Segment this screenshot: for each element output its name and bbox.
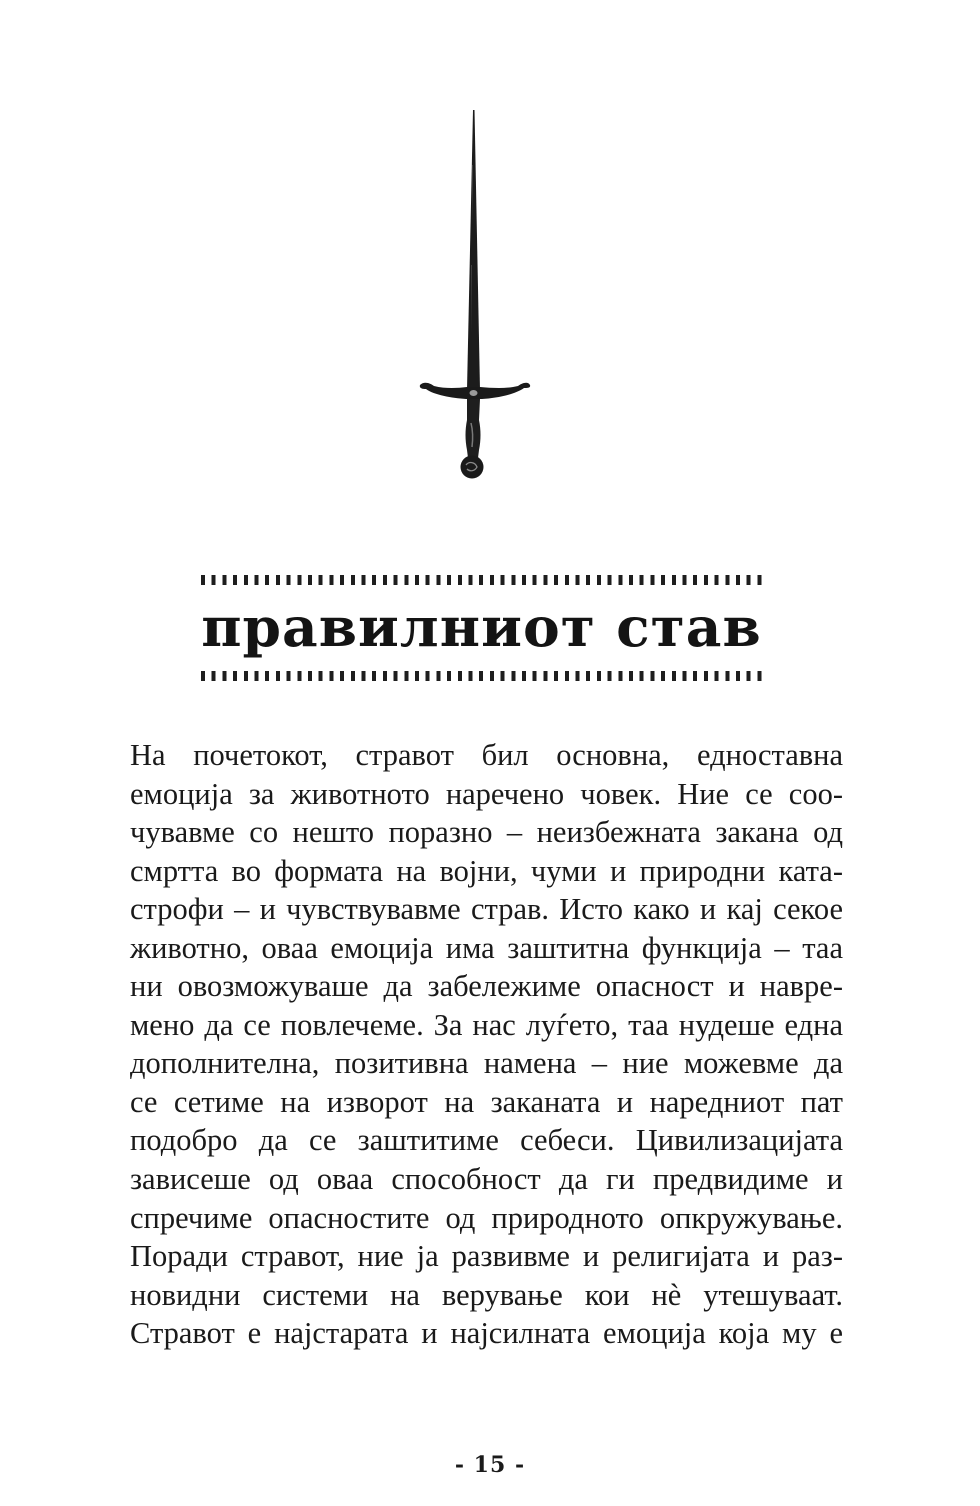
chapter-heading	[201, 575, 762, 683]
body-paragraph	[130, 736, 843, 1353]
text-line: Стравот е најстарата и најсилната емоција која му е	[130, 1316, 843, 1351]
chapter-title: правилниот став	[201, 595, 762, 659]
text-line: Поради стравот, ние ја развивме и религијата и раз-	[130, 1239, 843, 1274]
dashed-rule-top	[201, 575, 762, 585]
text-line: На почетокот, стравот бил основна, едноставна	[130, 738, 843, 772]
page-number: - 15 -	[454, 1452, 526, 1478]
text-line: подобро да се заштитиме себеси. Цивилизацијата	[130, 1123, 843, 1158]
text-line: дополнителна, позитивна намена – ние можевме да	[130, 1046, 843, 1081]
text-line: спречиме опасностите од природното опкружување.	[130, 1200, 843, 1235]
text-line: зависеше од оваа способност да ги предвидиме и	[130, 1162, 843, 1197]
text-line: емоција за животното наречено човек. Ние се соо-	[130, 776, 843, 811]
dashed-rule-bottom	[201, 671, 762, 681]
text-line: животно, оваа емоција има заштитна функција – таа	[130, 930, 843, 965]
text-line: смртта во формата на војни, чуми и природни ката-	[130, 853, 843, 888]
text-line: мено да се повлечеме. За нас луѓето, таа нудеше една	[130, 1007, 843, 1042]
text-line: чувавме со нешто поразно – неизбежната закана од	[130, 815, 843, 850]
text-line: ни овозможуваше да забележиме опасност и навре-	[130, 969, 843, 1004]
text-line: се сетиме на изворот на заканата и наредниот пат	[130, 1084, 843, 1119]
sword-icon	[410, 105, 540, 485]
text-line: строфи – и чувствувавме страв. Исто како и кај секое	[130, 892, 843, 927]
text-line: новидни системи на верување кои нè утешуваат.	[130, 1277, 843, 1312]
